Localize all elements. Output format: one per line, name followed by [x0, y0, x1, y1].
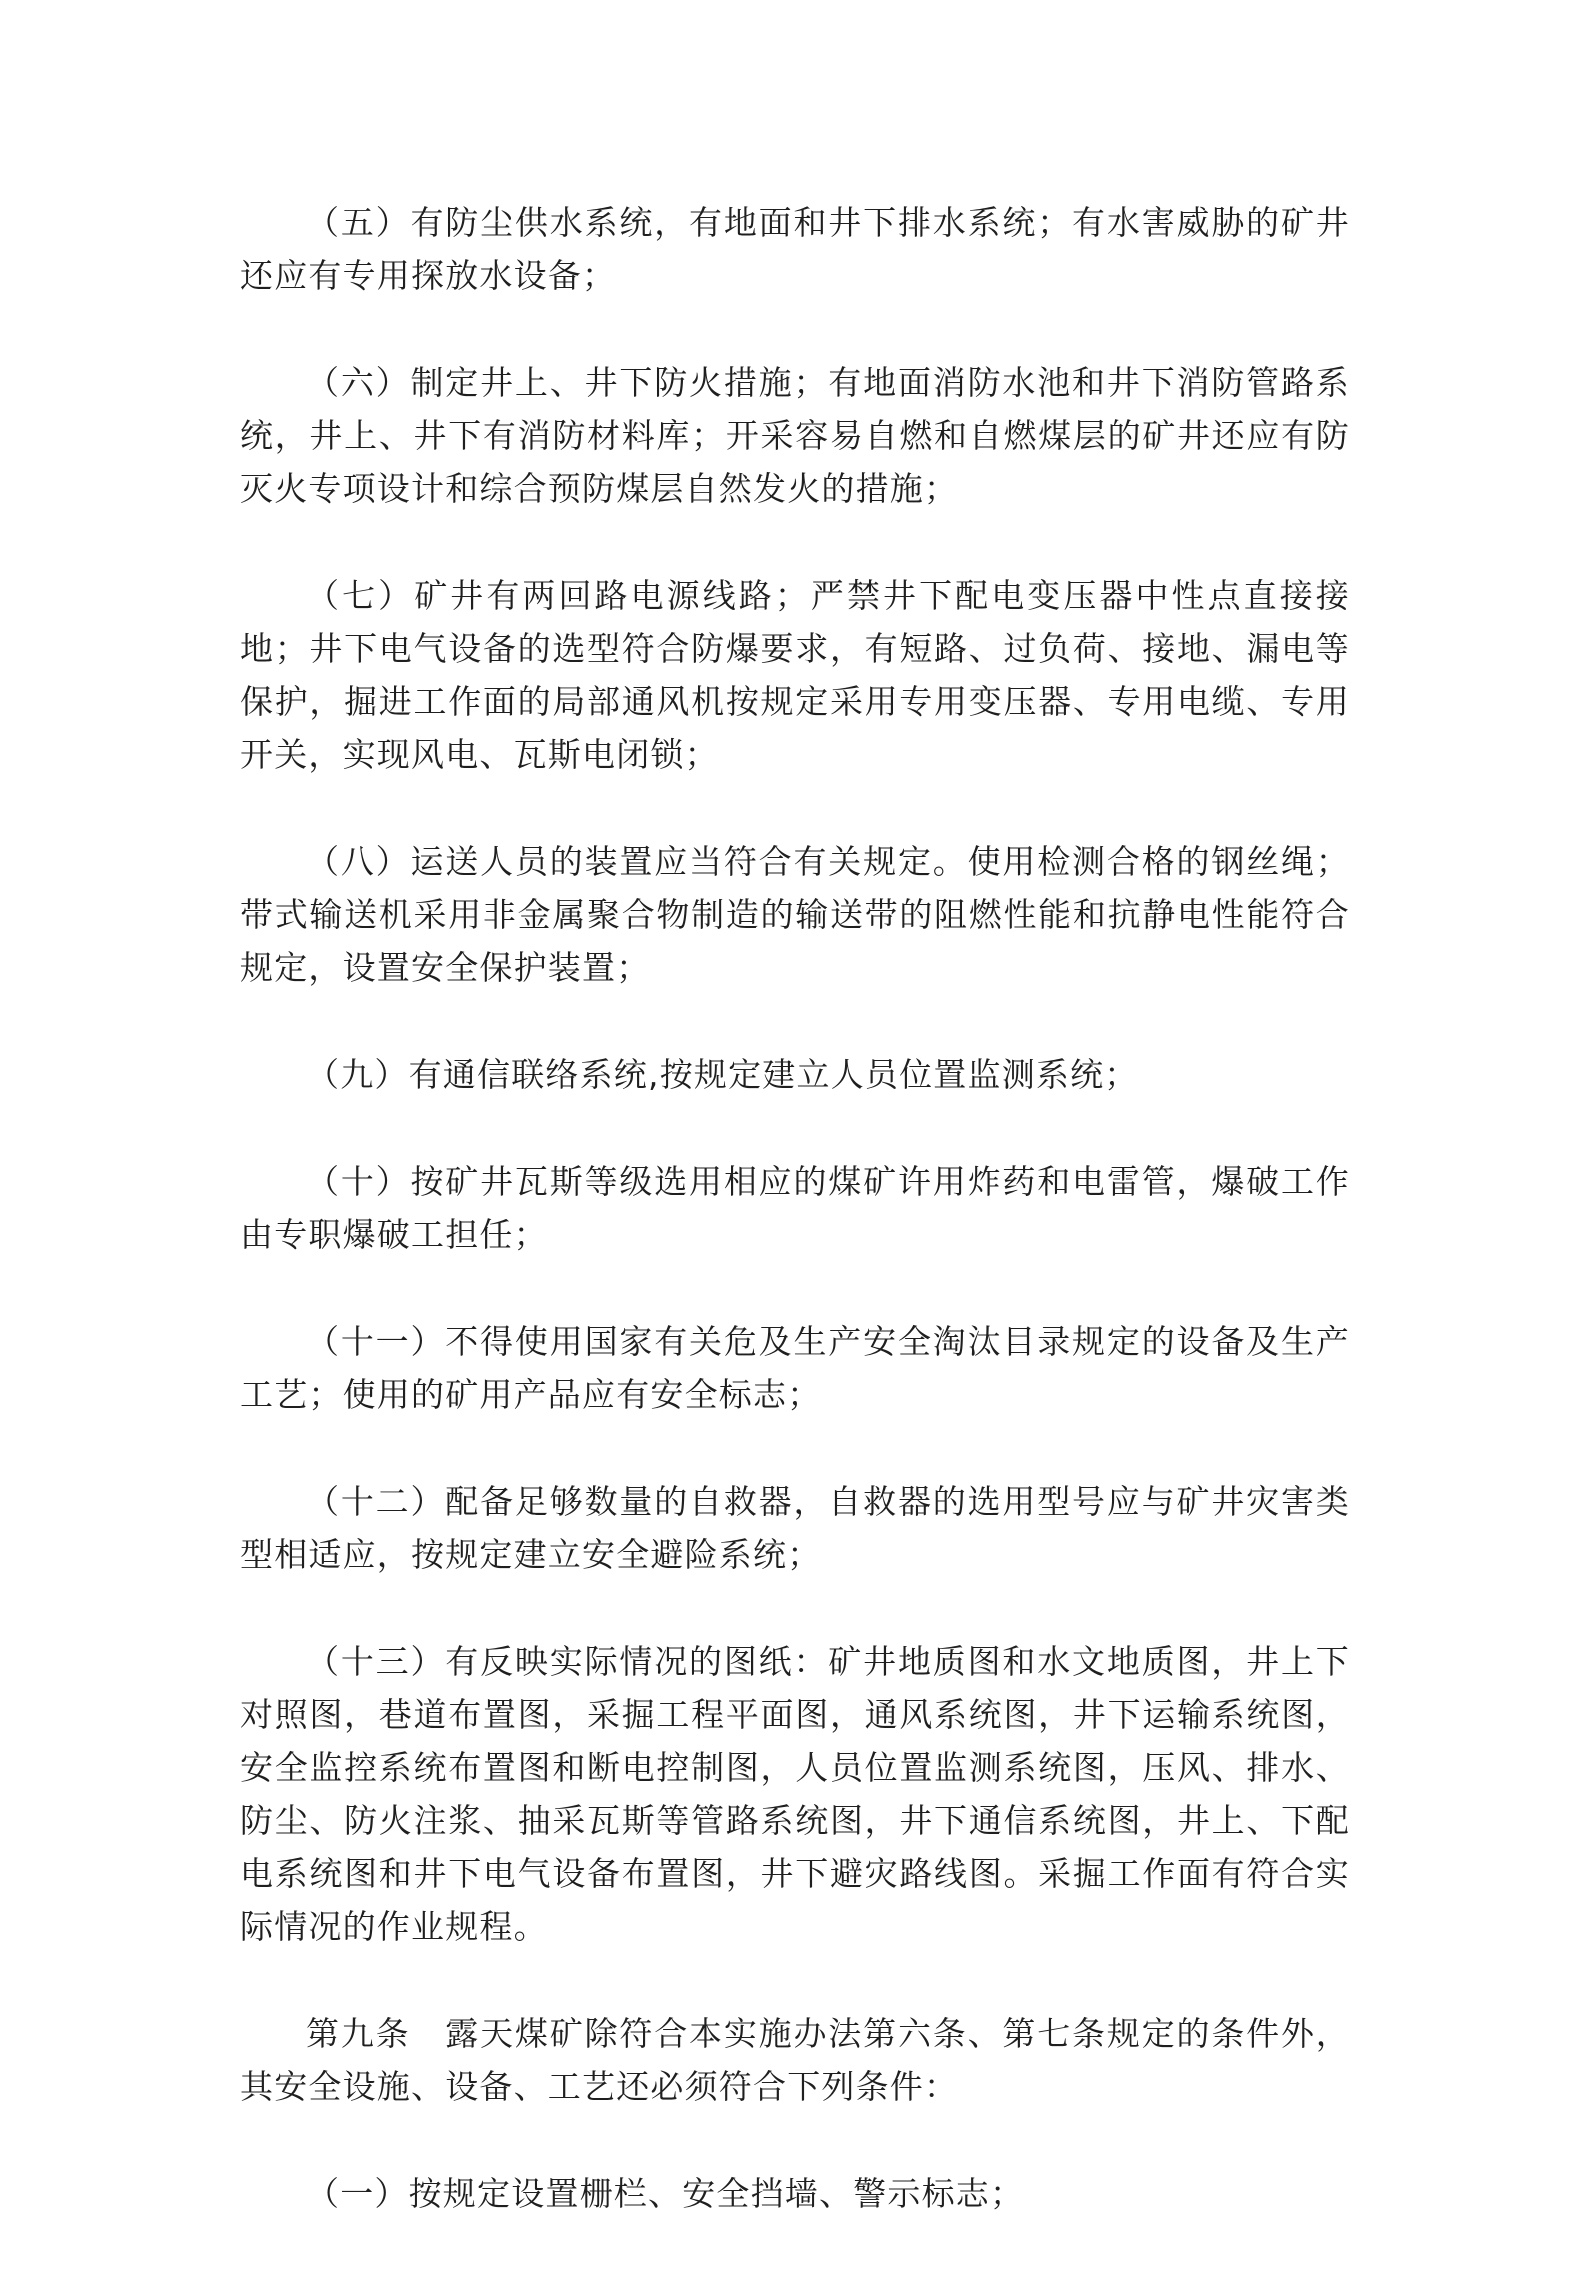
paragraph-item-8: （八）运送人员的装置应当符合有关规定。使用检测合格的钢丝绳；带式输送机采用非金属聚合物制造的输送带的阻燃性能和抗静电性能符合规定，设置安全保护装置；: [240, 842, 1350, 987]
document-page: [240, 196, 1350, 2274]
paragraph-item-7: （七）矿井有两回路电源线路；严禁井下配电变压器中性点直接接地；井下电气设备的选型符合防爆要求，有短路、过负荷、接地、漏电等保护，掘进工作面的局部通风机按规定采用专用变压器、专用电缆、专用开关，实现风电、瓦斯电闭锁；: [240, 576, 1350, 774]
paragraph-item-11: （十一）不得使用国家有关危及生产安全淘汰目录规定的设备及生产工艺；使用的矿用产品应有安全标志；: [240, 1322, 1350, 1414]
paragraph-item-1-open-pit: （一）按规定设置栅栏、安全挡墙、警示标志；: [306, 2174, 1025, 2213]
paragraph-item-9: （九）有通信联络系统,按规定建立人员位置监测系统；: [306, 1055, 1139, 1094]
paragraph-item-12: （十二）配备足够数量的自救器，自救器的选用型号应与矿井灾害类型相适应，按规定建立安全避险系统；: [240, 1482, 1350, 1574]
paragraph-item-6: （六）制定井上、井下防火措施；有地面消防水池和井下消防管路系统，井上、井下有消防材料库；开采容易自燃和自燃煤层的矿井还应有防灭火专项设计和综合预防煤层自然发火的措施；: [240, 363, 1350, 508]
paragraph-item-13: （十三）有反映实际情况的图纸：矿井地质图和水文地质图，井上下对照图，巷道布置图，采掘工程平面图，通风系统图，井下运输系统图，安全监控系统布置图和断电控制图，人员位置监测系统图，压风、排水、防尘、防火注浆、抽采瓦斯等管路系统图，井下通信系统图，井上、下配电系统图和井下电气设备布置图，井下避灾路线图。采掘工作面有符合实际情况的作业规程。: [240, 1642, 1350, 1946]
article-nine-paragraph: 第九条 露天煤矿除符合本实施办法第六条、第七条规定的条件外，其安全设施、设备、工艺还必须符合下列条件：: [240, 2014, 1350, 2106]
paragraph-item-5: （五）有防尘供水系统，有地面和井下排水系统；有水害威胁的矿井还应有专用探放水设备；: [240, 203, 1350, 295]
paragraph-item-10: （十）按矿井瓦斯等级选用相应的煤矿许用炸药和电雷管，爆破工作由专职爆破工担任；: [240, 1162, 1350, 1254]
